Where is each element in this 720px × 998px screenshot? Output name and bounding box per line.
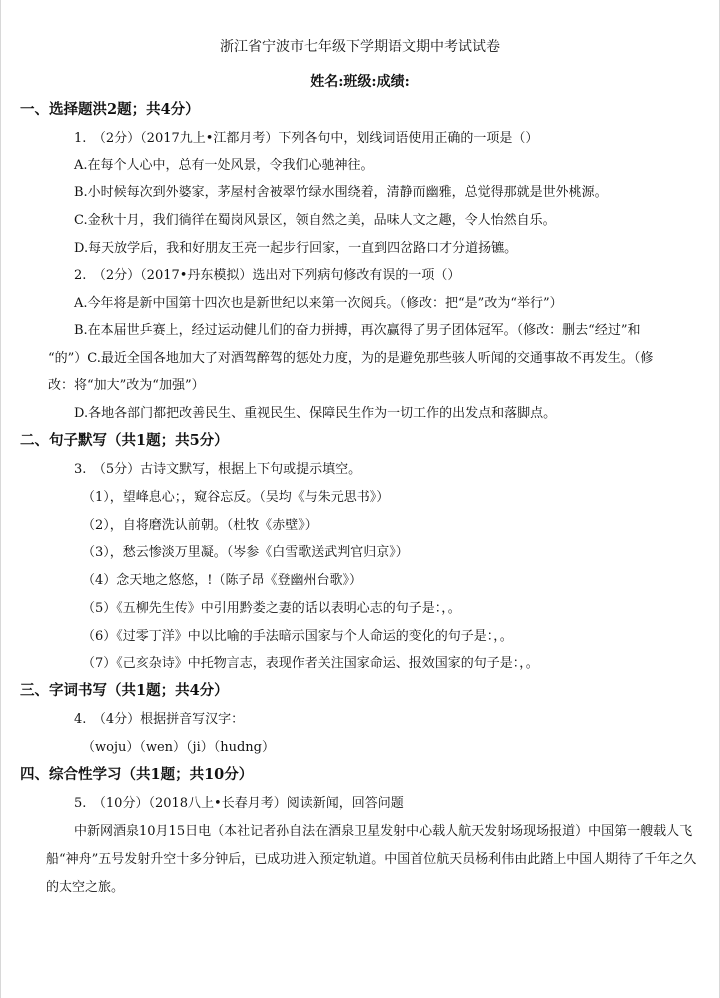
section-heading-recitation: 二、句子默写（共1题；共5分） <box>20 432 229 449</box>
news-passage: 中新网酒泉10月15日电（本社记者孙自法在酒泉卫星发射中心载人航天发射场现场报道）中国第一艘载人飞船“神舟”五号发射升空十多分钟后，已成功进入预定轨道。中国首位航天员杨利伟由此踏上中国人期待了千年之久的太空之旅。 <box>46 824 697 895</box>
page-border-left <box>0 0 1 998</box>
question-4-stem: 4. （4分）根据拼音写汉字： <box>74 712 245 727</box>
question-2-stem: 2. （2分）（2017•丹东模拟）选出对下列病句修改有误的一项（） <box>74 268 461 283</box>
question-1-option-d: D.每天放学后，我和好朋友王亮一起步行回家，一直到四岔路口才分道扬镳。 <box>74 241 518 256</box>
question-2-option-d: D.各地各部门都把改善民生、重视民生、保障民生作为一切工作的出发点和落脚点。 <box>74 406 557 421</box>
question-3-item-7: （7）《己亥杂诗》中托物言志，表现作者关注国家命运、报效国家的句子是：，。 <box>82 656 539 671</box>
question-3-stem: 3. （5分）古诗文默写，根据上下句或提示填空。 <box>74 462 362 477</box>
section-heading-comprehensive: 四、综合性学习（共1题；共10分） <box>20 766 254 783</box>
question-1-option-a: A.在每个人心中，总有一处风景，令我们心驰神往。 <box>74 158 374 173</box>
question-4-pinyin: （woju）（wen）（ji）（hudng） <box>82 740 276 755</box>
question-5-stem: 5. （10分）（2018八上•长春月考）阅读新闻，回答问题 <box>74 796 404 811</box>
question-3-item-4: （4）念天地之悠悠，!（陈子昂《登幽州台歌》） <box>82 573 362 588</box>
question-1-stem: 1. （2分）（2017九上•江都月考）下列各句中，划线词语使用正确的一项是（） <box>74 131 539 146</box>
question-3-item-1: （1），望峰息心；，窥谷忘反。（吴均《与朱元思书》） <box>82 490 390 505</box>
student-info-line: 姓名:班级:成绩: <box>310 74 410 90</box>
question-2-option-b-line2: “的”）C.最近全国各地加大了对酒驾醉驾的惩处力度，为的是避免那些骇人听闻的交通事故不再发生。（修 <box>48 351 654 366</box>
question-2-option-a: A.今年将是新中国第十四次也是新世纪以来第一次阅兵。（修改：把“是”改为“举行”） <box>74 296 563 311</box>
exam-title: 浙江省宁波市七年级下学期语文期中考试试卷 <box>220 39 500 55</box>
question-2-option-b-line1: B.在本届世乒赛上，经过运动健儿们的奋力拼搏，再次赢得了男子团体冠军。（修改：删去“经过”和 <box>74 323 641 338</box>
question-3-item-5: （5）《五柳先生传》中引用黔娄之妻的话以表明心志的句子是：，。 <box>82 601 461 616</box>
section-heading-choice: 一、选择题洪2题；共4分） <box>20 101 200 118</box>
question-2-option-b-line3: 改：将“加大”改为“加强”） <box>48 378 205 393</box>
question-3-item-2: （2），自将磨洗认前朝。（杜牧《赤壁》） <box>82 518 318 533</box>
question-1-option-c: C.金秋十月，我们徜徉在蜀岗风景区，领自然之美，品味人文之趣，令人怡然自乐。 <box>74 213 556 228</box>
section-heading-characters: 三、字词书写（共1题；共4分） <box>20 682 229 699</box>
question-1-option-b: B.小时候每次到外婆家，茅屋村舍被翠竹绿水围绕着，清静而幽雅，总觉得那就是世外桃源。 <box>74 185 608 200</box>
question-3-item-3: （3），愁云惨淡万里凝。（岑参《白雪歌送武判官归京》） <box>82 545 409 560</box>
question-3-item-6: （6）《过零丁洋》中以比喻的手法暗示国家与个人命运的变化的句子是：，。 <box>82 629 513 644</box>
